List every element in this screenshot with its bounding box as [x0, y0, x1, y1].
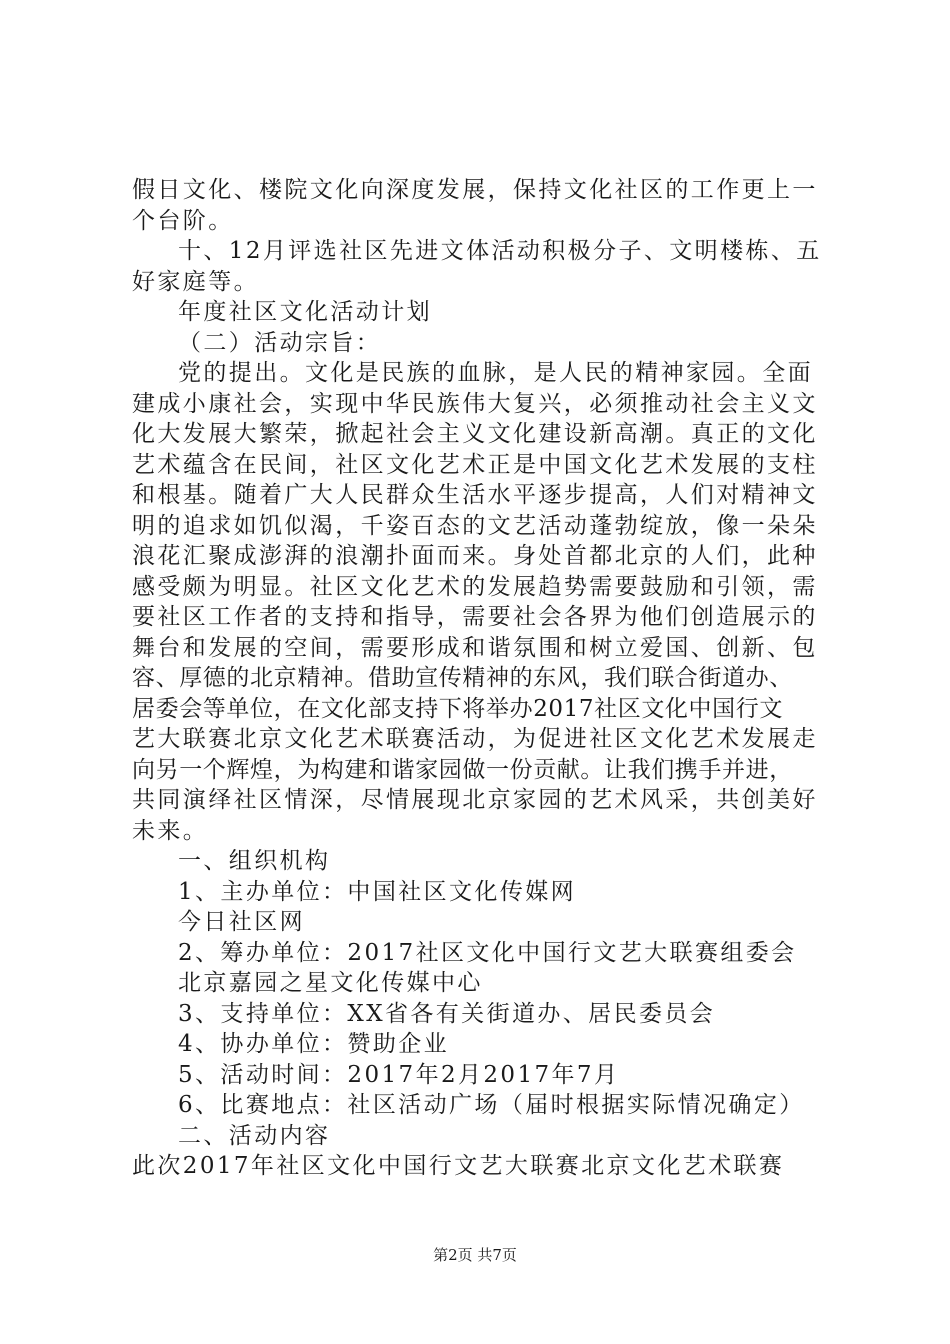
list-item: 北京嘉园之星文化传媒中心: [178, 970, 483, 996]
section-heading: 二、活动内容: [178, 1122, 331, 1149]
text-line: 党的提出。文化是民族的血脉，是人民的精神家园。全面: [178, 360, 813, 386]
list-item: 4、协办单位：赞助企业: [178, 1031, 450, 1057]
text-line: 艺术蕴含在民间，社区文化艺术正是中国文化艺术发展的支柱: [132, 451, 818, 478]
text-line: 容、厚德的北京精神。借助宣传精神的东风，我们联合街道办、: [132, 665, 793, 691]
page-footer: [0, 1244, 950, 1265]
list-item: 5、活动时间：2017年2月2017年7月: [178, 1061, 620, 1088]
text-line: 要社区工作者的支持和指导，需要社会各界为他们创造展示的: [132, 604, 818, 630]
text-line: 未来。: [132, 817, 209, 844]
list-item: 2、筹办单位：2017社区文化中国行文艺大联赛组委会: [178, 939, 797, 966]
text-line: 此次2017年社区文化中国行文艺大联赛北京文化艺术联赛: [132, 1153, 785, 1179]
list-item: 3、支持单位：XX省各有关街道办、居民委员会: [178, 1000, 716, 1027]
text-line: 假日文化、楼院文化向深度发展，保持文化社区的工作更上一: [132, 177, 818, 203]
text-line: 好家庭等。: [132, 268, 259, 295]
document-body: [132, 175, 832, 1182]
text-line: 浪花汇聚成澎湃的浪潮扑面而来。身处首都北京的人们，此种: [132, 543, 818, 569]
list-item: 1、主办单位：中国社区文化传媒网: [178, 878, 577, 905]
subsection-heading: （二）活动宗旨：: [178, 329, 382, 356]
text-line: 建成小康社会，实现中华民族伟大复兴，必须推动社会主义文: [132, 390, 818, 417]
text-line: 感受颇为明显。社区文化艺术的发展趋势需要鼓励和引领，需: [132, 573, 818, 600]
section-heading: 一、组织机构: [178, 848, 331, 874]
section-title: 年度社区文化活动计划: [178, 299, 432, 325]
text-line: 和根基。随着广大人民群众生活水平逐步提高，人们对精神文: [132, 482, 818, 508]
text-line: 化大发展大繁荣，掀起社会主义文化建设新高潮。真正的文化: [132, 421, 818, 447]
list-item: 今日社区网: [178, 909, 305, 935]
text-line: 十、12月评选社区先进文体活动积极分子、文明楼栋、五: [178, 238, 822, 264]
text-line: 共同演绎社区情深，尽情展现北京家园的艺术风采，共创美好: [132, 787, 818, 813]
text-line: 艺大联赛北京文化艺术联赛活动，为促进社区文化艺术发展走: [132, 726, 818, 752]
text-line: 舞台和发展的空间，需要形成和谐氛围和树立爱国、创新、包: [132, 634, 818, 661]
text-line: 向另一个辉煌，为构建和谐家园做一份贡献。让我们携手并进，: [132, 756, 793, 783]
page-number: 第2页 共7页: [433, 1246, 517, 1264]
text-line: 个台阶。: [132, 207, 234, 234]
text-line: 明的追求如饥似渴，千姿百态的文艺活动蓬勃绽放，像一朵朵: [132, 512, 818, 539]
list-item: 6、比赛地点：社区活动广场（届时根据实际情况确定）: [178, 1092, 805, 1118]
text-line: 居委会等单位，在文化部支持下将举办2017社区文化中国行文: [132, 695, 783, 722]
